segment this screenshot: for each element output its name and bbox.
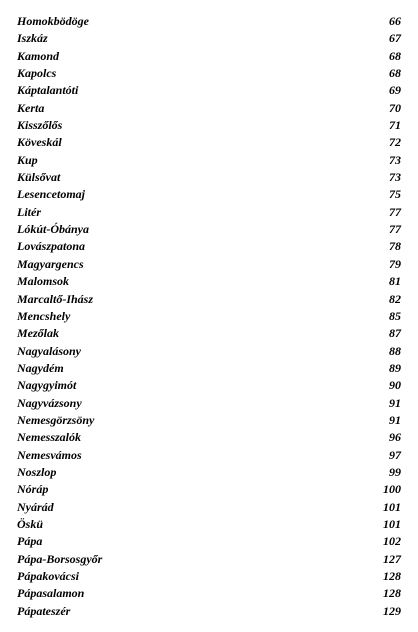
toc-entry-name: Magyargencs [17,256,84,271]
toc-entry [17,603,401,620]
toc-entry-page-number: 129 [383,603,401,618]
toc-entry-name: Kup [17,152,38,167]
toc-entry-page-number: 85 [389,308,401,323]
toc-entry-name: Öskü [17,516,44,531]
toc-entry-page-number: 71 [389,118,401,133]
toc-entry-name: Pápa [17,534,43,549]
toc-entry-page-number: 89 [389,360,401,375]
toc-entry-page-number: 102 [383,534,401,549]
toc-entry-page-number: 127 [383,551,401,566]
toc-entry-page-number: 91 [389,412,401,427]
toc-entry [17,360,401,377]
toc-entry [17,13,401,30]
toc-entry [17,134,401,151]
toc-entry [17,152,401,169]
toc-entry-name: Nagydém [17,360,64,375]
toc-entry-page-number: 87 [389,326,401,341]
toc-entry-page-number: 70 [389,100,401,115]
toc-entry-page-number: 99 [389,464,401,479]
toc-entry-name: Noszlop [17,464,57,479]
toc-entry [17,481,401,498]
toc-entry-page-number: 66 [389,14,401,28]
toc-entry [17,82,401,99]
toc-entry-name: Nemesszalók [17,430,81,445]
toc-entry [17,551,401,568]
toc-entry-name: Lesencetomaj [17,187,85,202]
toc-entry-name: Köveskál [17,135,62,150]
toc-entry-page-number: 97 [389,447,401,462]
toc-entry [17,273,401,290]
toc-entry-name: Litér [17,204,41,219]
toc-entry [17,308,401,325]
toc-entry-name: Nagygyimót [17,378,77,393]
toc-entry-name: Mezőlak [17,326,59,341]
toc-entry-page-number: 82 [389,291,401,306]
toc-entry-name: Külsővat [17,170,61,185]
toc-entry-page-number: 77 [389,222,401,237]
toc-entry-page-number: 81 [389,274,401,289]
table-of-contents [17,13,401,620]
toc-entry-name: Nagyalásony [17,343,81,358]
toc-entry-page-number: 68 [389,48,401,63]
toc-entry-page-number: 75 [389,187,401,202]
toc-entry-page-number: 101 [383,516,401,531]
toc-entry [17,325,401,342]
toc-entry-name: Kamond [17,48,60,63]
toc-entry-name: Nyárád [17,499,54,514]
toc-entry [17,100,401,117]
toc-entry-page-number: 79 [389,256,401,271]
toc-entry-name: Malomsok [17,274,70,289]
toc-entry [17,568,401,585]
toc-entry-name: Marcaltő-Ihász [17,291,94,306]
toc-entry-page-number: 128 [383,586,401,601]
toc-entry-page-number: 100 [383,482,401,497]
toc-entry-page-number: 67 [389,31,401,46]
toc-entry [17,464,401,481]
toc-entry-name: Kapolcs [17,66,57,81]
toc-entry [17,30,401,47]
toc-entry [17,256,401,273]
toc-entry-page-number: 90 [389,378,401,393]
toc-entry [17,429,401,446]
toc-entry [17,169,401,186]
toc-entry-name: Nóráp [17,482,49,497]
toc-entry-page-number: 91 [389,395,401,410]
toc-entry-page-number: 73 [389,170,401,185]
toc-entry [17,499,401,516]
toc-entry-name: Pápakovácsi [17,569,79,583]
toc-entry [17,412,401,429]
toc-entry [17,395,401,412]
toc-entry [17,238,401,255]
toc-entry-name: Nemesvámos [17,447,82,462]
toc-entry-name: Homokbödöge [17,14,89,28]
toc-entry [17,117,401,134]
toc-entry-name: Nagyvázsony [17,395,82,410]
toc-entry-page-number: 68 [389,66,401,81]
toc-entry-name: Pápa-Borsosgyőr [17,551,103,566]
toc-entry-name: Nemesgörzsöny [17,412,95,427]
toc-entry [17,343,401,360]
toc-entry-page-number: 78 [389,239,401,254]
toc-entry [17,204,401,221]
toc-entry [17,377,401,394]
toc-entry-name: Pápateszér [17,603,71,618]
toc-entry-name: Kisszőlős [17,118,63,133]
toc-entry-name: Mencshely [17,308,71,323]
toc-entry-name: Pápasalamon [17,586,85,601]
toc-entry-name: Lovászpatona [17,239,86,254]
toc-entry-page-number: 101 [383,499,401,514]
toc-entry [17,221,401,238]
toc-entry [17,585,401,602]
toc-entry [17,516,401,533]
toc-entry-name: Káptalantóti [17,83,79,98]
toc-entry-page-number: 77 [389,204,401,219]
toc-entry [17,447,401,464]
toc-entry-page-number: 96 [389,430,401,445]
toc-entry [17,291,401,308]
toc-entry-page-number: 73 [389,152,401,167]
toc-entry-name: Iszkáz [17,31,48,46]
toc-entry-page-number: 69 [389,83,401,98]
toc-entry [17,533,401,550]
toc-entry [17,48,401,65]
toc-entry [17,65,401,82]
toc-entry-name: Kerta [17,100,45,115]
toc-entry-name: Lókút-Óbánya [17,222,89,237]
toc-entry-page-number: 88 [389,343,401,358]
toc-entry-page-number: 72 [389,135,401,150]
toc-entry [17,186,401,203]
toc-entry-page-number: 128 [383,569,401,583]
